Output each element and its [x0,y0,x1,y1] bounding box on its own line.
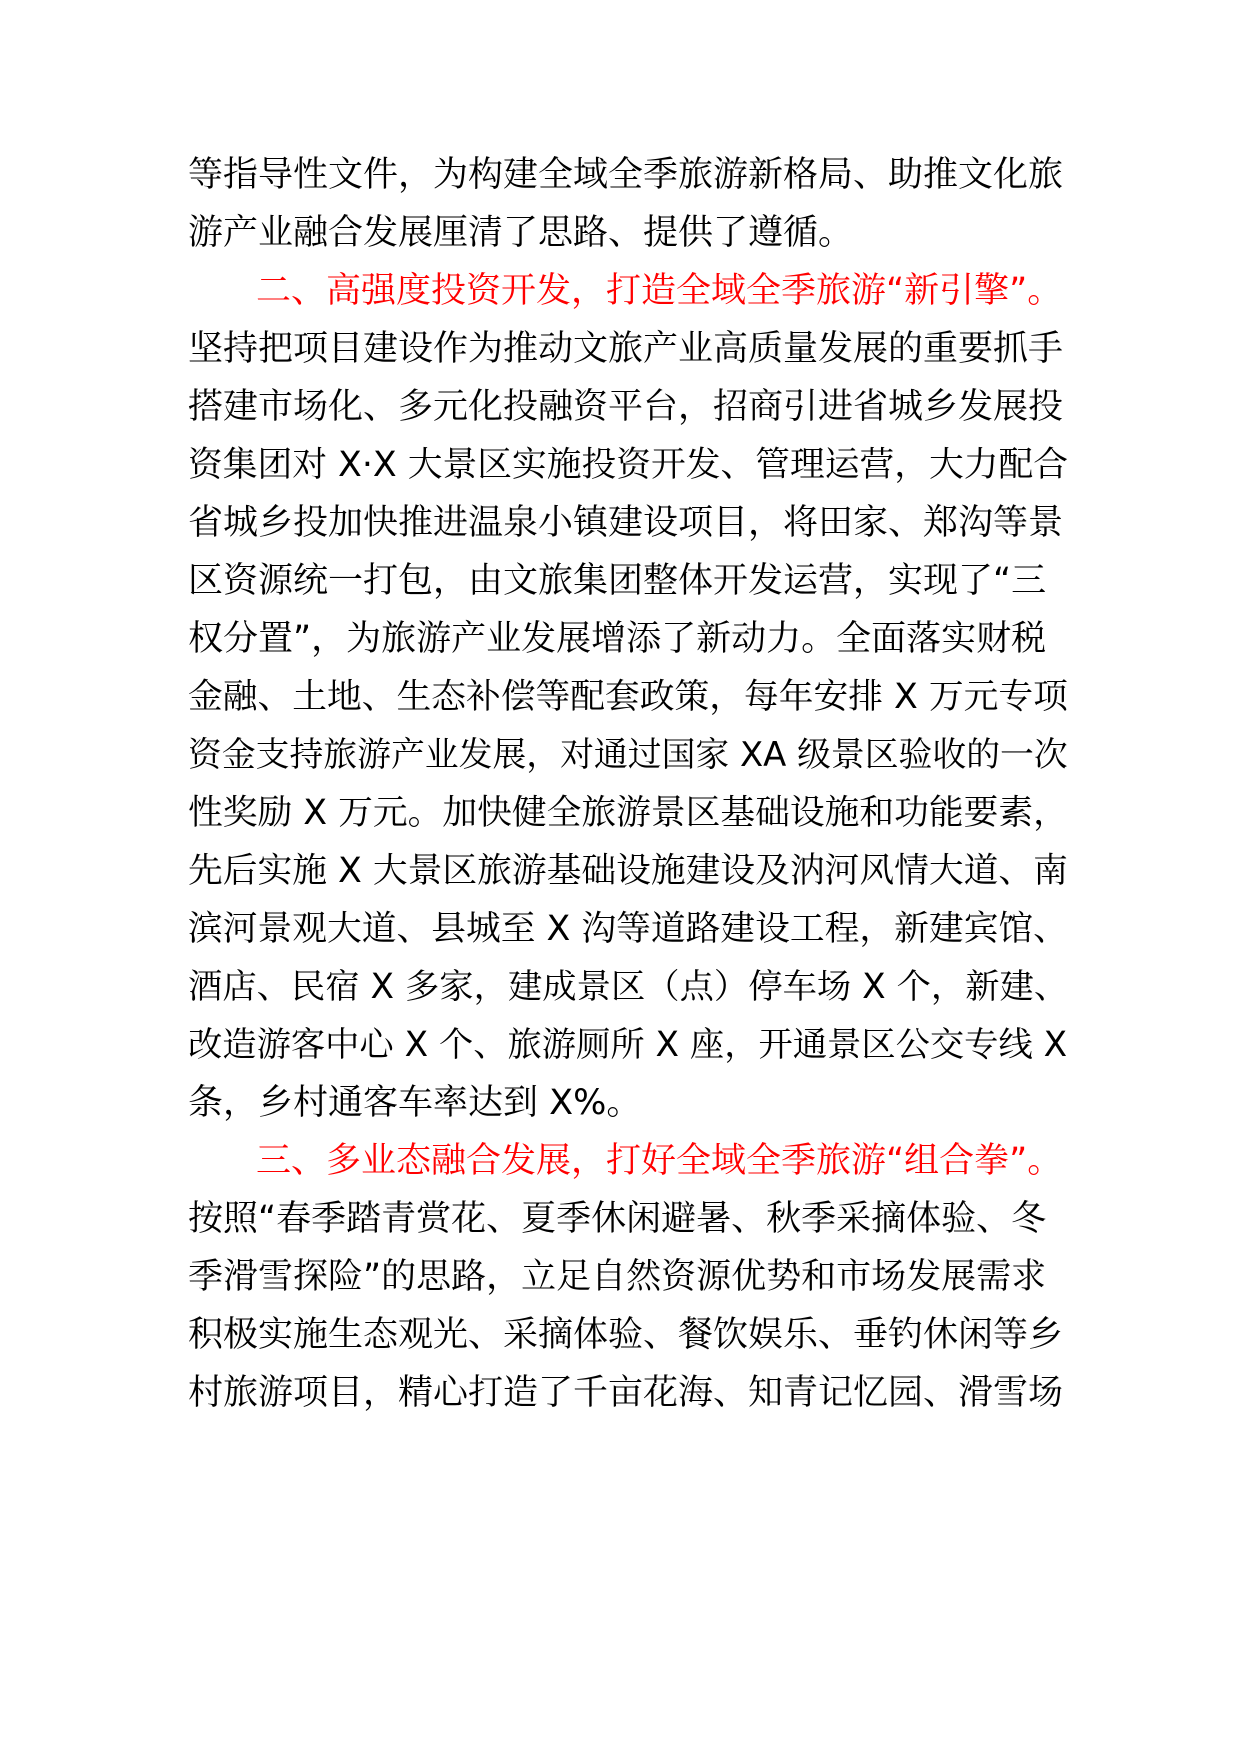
paragraph-line: 按照“春季踏青赏花、夏季休闲避暑、秋季采摘体验、冬 [188,1199,1047,1239]
paragraph-line: 积极实施生态观光、采摘体验、餐饮娱乐、垂钓休闲等乡 [188,1315,1064,1355]
paragraph-line: 坚持把项目建设作为推动文旅产业高质量发展的重要抓手 [188,329,1064,369]
paragraph-line: 游产业融合发展厘清了思路、提供了遵循。 [188,213,854,253]
section-heading: 三、多业态融合发展，打好全域全季旅游“组合拳”。 [256,1141,1063,1181]
paragraph-line: 改造游客中心 X 个、旅游厕所 X 座，开通景区公交专线 X [188,1025,1068,1065]
paragraph-line: 等指导性文件，为构建全域全季旅游新格局、助推文化旅 [188,155,1064,195]
paragraph-line: 权分置”，为旅游产业发展增添了新动力。全面落实财税 [188,619,1047,659]
paragraph-line: 资集团对 X·X 大景区实施投资开发、管理运营，大力配合 [188,445,1068,485]
paragraph-line: 季滑雪探险”的思路，立足自然资源优势和市场发展需求 [188,1257,1047,1297]
section-heading: 二、高强度投资开发，打造全域全季旅游“新引擎”。 [256,271,1063,311]
paragraph-line: 酒店、民宿 X 多家，建成景区（点）停车场 X 个，新建、 [188,967,1069,1007]
paragraph-line: 资金支持旅游产业发展，对通过国家 XA 级景区验收的一次 [188,735,1068,774]
paragraph-line: 滨河景观大道、县城至 X 沟等道路建设工程，新建宾馆、 [188,909,1068,949]
paragraph-line: 先后实施 X 大景区旅游基础设施建设及汭河风情大道、南 [188,851,1068,891]
paragraph-line: 省城乡投加快推进温泉小镇建设项目，将田家、郑沟等景 [188,503,1064,543]
paragraph-line: 性奖励 X 万元。加快健全旅游景区基础设施和功能要素， [188,793,1068,833]
paragraph-line: 条，乡村通客车率达到 X%。 [188,1083,642,1123]
paragraph-line: 搭建市场化、多元化投融资平台，招商引进省城乡发展投 [188,387,1064,427]
paragraph-line: 区资源统一打包，由文旅集团整体开发运营，实现了“三 [188,561,1047,601]
paragraph-line: 金融、土地、生态补偿等配套政策，每年安排 X 万元专项 [188,677,1068,717]
paragraph-line: 村旅游项目，精心打造了千亩花海、知青记忆园、滑雪场 [188,1373,1064,1413]
